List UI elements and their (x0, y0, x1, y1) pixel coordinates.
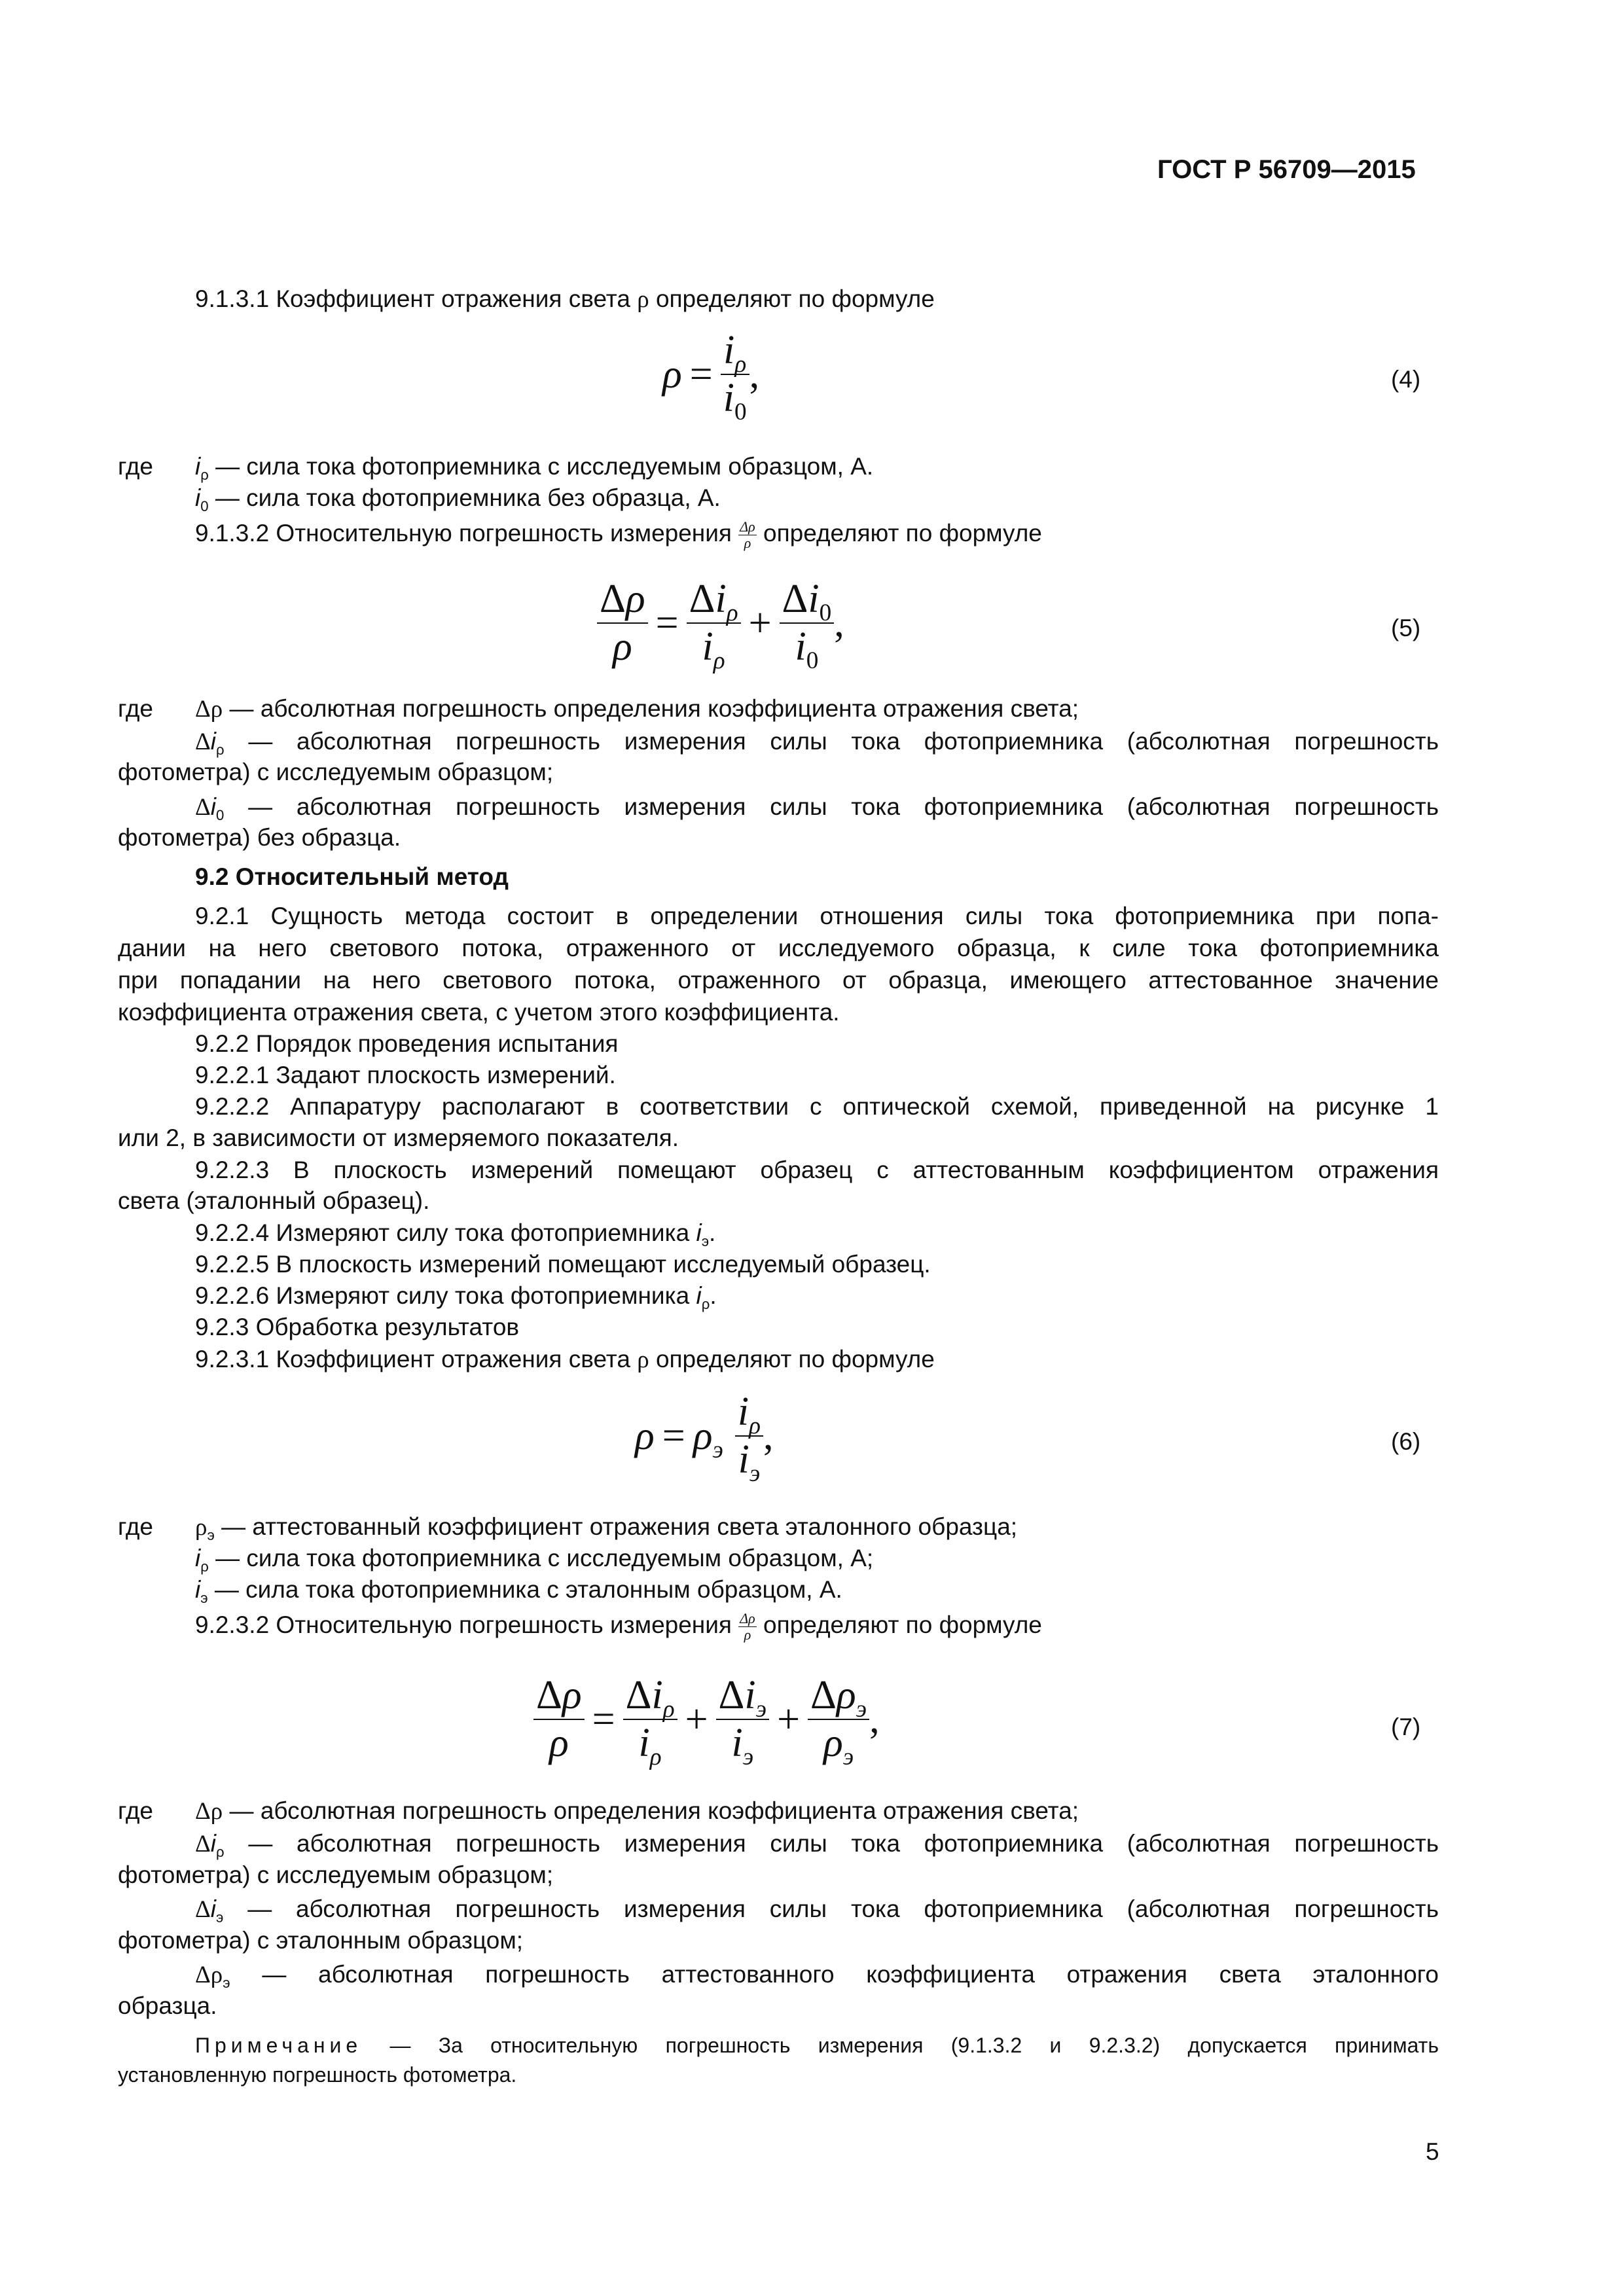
paragraph-9-2-1-line-4: коэффициента отражения света, с учетом этого коэффициента. (118, 999, 840, 1026)
note: Примечание — За относительную погрешность измерения (9.1.3.2 и 9.2.3.2) допускается принимать (195, 2034, 1439, 2057)
equation-number-4: (4) (1391, 366, 1421, 393)
definition-delta-i-0-cont: фотометра) без образца. (118, 824, 401, 851)
formula-7: $\frac{\Delta\rho}{\rho}$ = $\frac{\Delta i_\rho}{i_\rho}$ + $\frac{\Delta i_э}{i_э}$ + $\frac{\Delta\rho_э}{\rho_э}$ , (533, 1672, 880, 1767)
paragraph-9-2-3: 9.2.3 Обработка результатов (195, 1314, 520, 1340)
formula-4: ρ = $\frac{i_\rho}{i_0}$ , (662, 328, 760, 426)
paragraph-9-1-3-1: 9.1.3.1 Коэффициент отражения света ρ определяют по формуле (195, 285, 935, 313)
rho-symbol: ρ (637, 286, 649, 313)
definition-delta-i-e: $\Delta i_э$ — абсолютная погрешность измерения силы тока фотоприемника (абсолютная погрешность (195, 1895, 1439, 1926)
where-label: где (118, 1513, 154, 1540)
paragraph-9-2-2-4: 9.2.2.4 Измеряют силу тока фотоприемника $i_э$. (195, 1219, 716, 1249)
definition-i-0: $i_0$ — сила тока фотоприемника без образца, А. (195, 484, 721, 514)
paragraph-9-2-2-1: 9.2.2.1 Задают плоскость измерений. (195, 1062, 616, 1088)
paragraph-9-2-2-5: 9.2.2.5 В плоскость измерений помещают исследуемый образец. (195, 1251, 931, 1278)
note-label: Примечание (195, 2034, 363, 2057)
definition-delta-i-rho-cont: фотометра) с исследуемым образцом; (118, 759, 554, 785)
delta-rho-over-rho-inline: $\frac{\Delta\rho}{\rho}$ (740, 518, 755, 551)
paragraph-9-1-3-2: 9.1.3.2 Относительную погрешность измерения $\frac{\Delta\rho}{\rho}$ определяют по формуле (195, 518, 1042, 551)
page-number: 5 (1426, 2138, 1439, 2165)
note-cont: установленную погрешность фотометра. (118, 2063, 517, 2087)
definition-delta-i-0: $\Delta i_0$ — абсолютная погрешность измерения силы тока фотоприемника (абсолютная погрешность (195, 793, 1439, 823)
section-title-9-2: 9.2 Относительный метод (195, 863, 509, 890)
paragraph-9-2-1-line-1: 9.2.1 Сущность метода состоит в определении отношения силы тока фотоприемника при попа- (195, 903, 1439, 929)
formula-5: $\frac{\Delta\rho}{\rho}$ = $\frac{\Delta i_\rho}{i_\rho}$ + $\frac{\Delta i_0}{i_0}$ , (597, 576, 844, 671)
paragraph-9-2-1-line-3: при попадании на него светового потока, отраженного от образца, имеющего аттестованное значение (118, 967, 1439, 994)
paragraph-9-2-2-2-cont: или 2, в зависимости от измеряемого показателя. (118, 1124, 679, 1151)
equation-number-7: (7) (1391, 1713, 1421, 1740)
definition-rho-e: $\rho_э$ — аттестованный коэффициент отражения света эталонного образца; (195, 1513, 1018, 1543)
equation-number-5: (5) (1391, 615, 1421, 641)
where-label: где (118, 695, 154, 722)
definition-delta-i-rho-2: $\Delta i_\rho$ — абсолютная погрешность измерения силы тока фотоприемника (абсолютная погрешность (195, 1830, 1439, 1860)
paragraph-9-2-2: 9.2.2 Порядок проведения испытания (195, 1030, 619, 1057)
definition-delta-rho-2: Δρ — абсолютная погрешность определения коэффициента отражения света; (195, 1797, 1079, 1825)
standard-designation: ГОСТ Р 56709—2015 (1157, 155, 1416, 184)
definition-delta-i-e-cont: фотометра) с эталонным образцом; (118, 1927, 524, 1954)
where-label: где (118, 453, 154, 480)
definition-delta-rho-e-cont: образца. (118, 1992, 217, 2019)
paragraph-9-2-2-3: 9.2.2.3 В плоскость измерений помещают образец с аттестованным коэффициентом отражения (195, 1157, 1439, 1183)
paragraph-9-2-2-2: 9.2.2.2 Аппаратуру располагают в соответствии с оптической схемой, приведенной на рисунке 1 (195, 1093, 1439, 1120)
definition-i-e: $i_э$ — сила тока фотоприемника с эталонным образцом, А. (195, 1576, 842, 1606)
definition-delta-i-rho-2-cont: фотометра) с исследуемым образцом; (118, 1861, 554, 1888)
definition-delta-rho: Δρ — абсолютная погрешность определения коэффициента отражения света; (195, 695, 1079, 723)
delta-rho-over-rho-inline: $\frac{\Delta\rho}{\rho}$ (740, 1609, 755, 1643)
paragraph-9-2-1-line-2: дании на него светового потока, отраженного от исследуемого образца, к силе тока фотоприемника (118, 935, 1439, 961)
paragraph-9-2-2-6: 9.2.2.6 Измеряют силу тока фотоприемника $i_\rho$. (195, 1282, 717, 1312)
formula-6: ρ = $\rho_э$ $\frac{i_\rho}{i_э}$ , (635, 1390, 774, 1488)
paragraph-9-2-3-1: 9.2.3.1 Коэффициент отражения света ρ определяют по формуле (195, 1346, 935, 1373)
where-label: где (118, 1797, 154, 1824)
definition-i-rho-2: $i_\rho$ — сила тока фотоприемника с исследуемым образцом, А; (195, 1545, 874, 1575)
paragraph-9-2-2-3-cont: света (эталонный образец). (118, 1187, 430, 1214)
definition-delta-rho-e: $\Delta\rho_э$ — абсолютная погрешность аттестованного коэффициента отражения света эталонного (195, 1961, 1439, 1991)
definition-i-rho: $i_\rho$ — сила тока фотоприемника с исследуемым образцом, А. (195, 453, 874, 483)
equation-number-6: (6) (1391, 1428, 1421, 1455)
definition-delta-i-rho: $\Delta i_\rho$ — абсолютная погрешность измерения силы тока фотоприемника (абсолютная погрешность (195, 728, 1439, 758)
paragraph-9-2-3-2: 9.2.3.2 Относительную погрешность измерения $\frac{\Delta\rho}{\rho}$ определяют по формуле (195, 1609, 1042, 1643)
